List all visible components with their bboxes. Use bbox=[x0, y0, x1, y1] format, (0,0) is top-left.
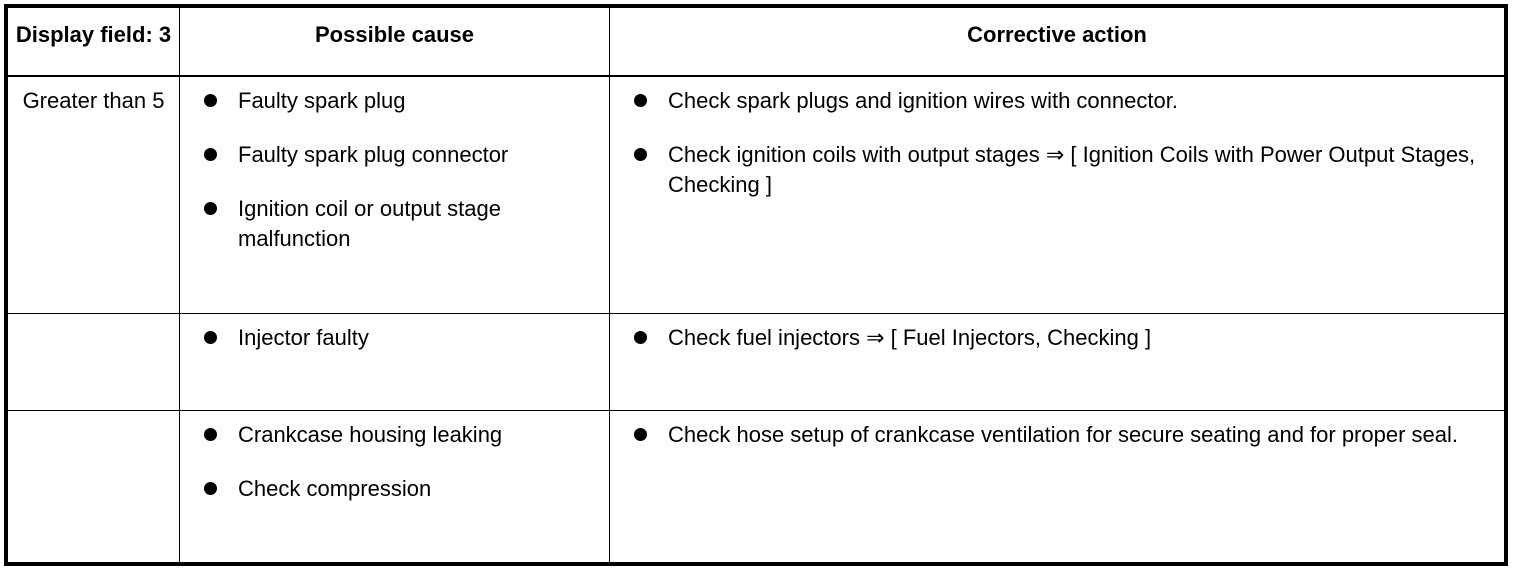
action-list bbox=[634, 86, 1494, 200]
cause-text: Faulty spark plug bbox=[238, 87, 406, 113]
header-possible-cause: Possible cause bbox=[180, 8, 610, 76]
cause-text: Crankcase housing leaking bbox=[238, 422, 503, 447]
table-row bbox=[8, 76, 1505, 314]
bullet-icon bbox=[204, 482, 217, 495]
bullet-icon bbox=[204, 202, 217, 215]
cause-list bbox=[204, 323, 599, 353]
corrective-action-cell bbox=[610, 314, 1505, 411]
display-field-value: Greater than 5 bbox=[8, 76, 180, 314]
diagnostic-table-grid bbox=[7, 7, 1505, 563]
action-text: Check hose setup of crankcase ventilation for secure seating and for proper seal. bbox=[668, 422, 1459, 447]
list-item bbox=[204, 420, 599, 450]
header-corrective-action: Corrective action bbox=[610, 8, 1505, 76]
list-item bbox=[634, 86, 1494, 116]
bullet-icon bbox=[204, 428, 217, 441]
display-field-value bbox=[8, 411, 180, 563]
list-item bbox=[204, 140, 599, 170]
list-item bbox=[634, 323, 1494, 353]
list-item bbox=[634, 140, 1494, 200]
corrective-action-cell bbox=[610, 411, 1505, 563]
bullet-icon bbox=[204, 94, 217, 107]
bullet-icon bbox=[204, 331, 217, 344]
list-item bbox=[204, 86, 599, 116]
bullet-icon bbox=[634, 148, 647, 161]
corrective-action-cell bbox=[610, 76, 1505, 314]
cause-list bbox=[204, 86, 599, 254]
header-display-field: Display field: 3 bbox=[8, 8, 180, 76]
possible-cause-cell bbox=[180, 314, 610, 411]
diagnostic-table bbox=[4, 4, 1508, 566]
cause-text: Injector faulty bbox=[238, 325, 369, 350]
action-list bbox=[634, 323, 1494, 353]
possible-cause-cell bbox=[180, 411, 610, 563]
action-text: Check ignition coils with output stages ⇒ [ Ignition Coils with Power Output Stages, Checking ] bbox=[668, 141, 1476, 197]
cause-text: Check compression bbox=[238, 476, 432, 501]
action-text: Check spark plugs and ignition wires with connector. bbox=[668, 87, 1178, 113]
cause-text: Faulty spark plug connector bbox=[238, 141, 509, 167]
header-row bbox=[8, 8, 1505, 76]
table-row bbox=[8, 411, 1505, 563]
bullet-icon bbox=[634, 94, 647, 107]
display-field-value bbox=[8, 314, 180, 411]
table-row bbox=[8, 314, 1505, 411]
action-text: Check fuel injectors ⇒ [ Fuel Injectors, Checking ] bbox=[668, 325, 1152, 350]
possible-cause-cell bbox=[180, 76, 610, 314]
cause-text: Ignition coil or output stage malfunction bbox=[238, 195, 501, 251]
bullet-icon bbox=[204, 148, 217, 161]
action-list bbox=[634, 420, 1494, 450]
bullet-icon bbox=[634, 331, 647, 344]
list-item bbox=[204, 194, 599, 254]
list-item bbox=[204, 323, 599, 353]
list-item bbox=[634, 420, 1494, 450]
cause-list bbox=[204, 420, 599, 504]
list-item bbox=[204, 474, 599, 504]
bullet-icon bbox=[634, 428, 647, 441]
